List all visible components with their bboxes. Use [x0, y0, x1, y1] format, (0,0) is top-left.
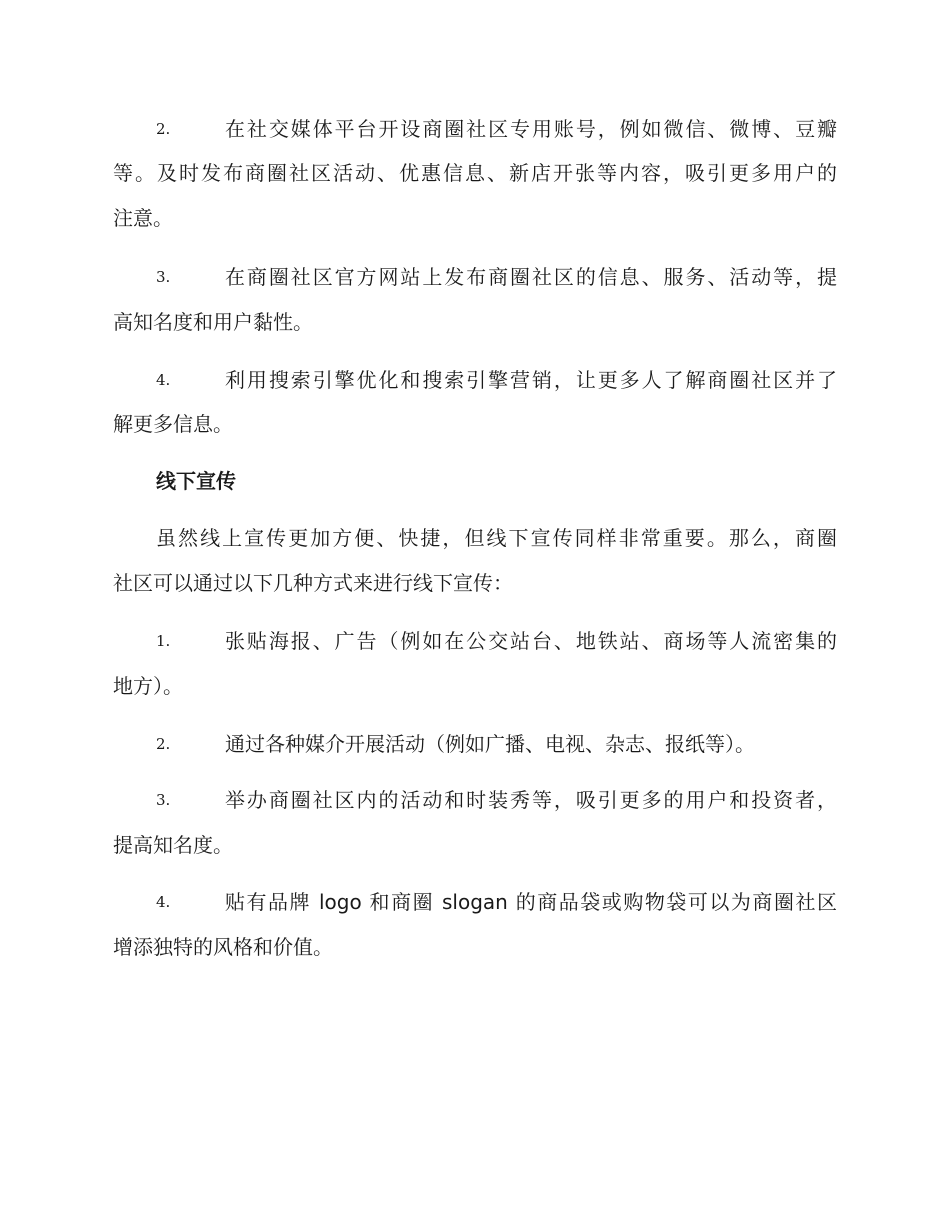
- list-item-text: 利用搜索引擎优化和搜索引擎营销，让更多人了解商圈社区并了: [225, 368, 837, 392]
- list-item-text: 张贴海报、广告（例如在公交站台、地铁站、商场等人流密集的: [225, 629, 837, 653]
- list-item-number: 3.: [156, 268, 171, 286]
- paragraph-text: 虽然线上宣传更加方便、快捷，但线下宣传同样非常重要。那么，商圈: [156, 526, 837, 550]
- list-item-text: 高知名度和用户黏性。: [113, 310, 313, 334]
- list-item-number: 3.: [156, 791, 171, 809]
- list-item-text: 在商圈社区官方网站上发布商圈社区的信息、服务、活动等，提: [225, 265, 837, 289]
- paragraph-text: 社区可以通过以下几种方式来进行线下宣传：: [113, 571, 513, 595]
- list-item-text: 注意。: [113, 206, 173, 230]
- list-item-text: 通过各种媒介开展活动（例如广播、电视、杂志、报纸等）。: [225, 732, 755, 756]
- list-item-text: 解更多信息。: [113, 412, 233, 436]
- list-item-number: 1.: [156, 632, 171, 650]
- list-item-text: 在社交媒体平台开设商圈社区专用账号，例如微信、微博、豆瓣: [225, 117, 837, 141]
- list-item-text: 增添独特的风格和价值。: [113, 935, 333, 959]
- list-item-text: 提高知名度。: [113, 833, 233, 857]
- list-item-number: 2.: [156, 120, 171, 138]
- list-item-text: 等。及时发布商圈社区活动、优惠信息、新店开张等内容，吸引更多用户的: [113, 161, 837, 185]
- list-item-number: 4.: [156, 371, 171, 389]
- list-item-text: 贴有品牌 logo 和商圈 slogan 的商品袋或购物袋可以为商圈社区: [225, 890, 837, 914]
- list-item-text: 地方）。: [113, 674, 183, 698]
- list-item-number: 2.: [156, 735, 171, 753]
- list-item-text: 举办商圈社区内的活动和时装秀等，吸引更多的用户和投资者，: [225, 788, 837, 812]
- section-heading: 线下宣传: [156, 469, 236, 493]
- list-item-number: 4.: [156, 893, 171, 911]
